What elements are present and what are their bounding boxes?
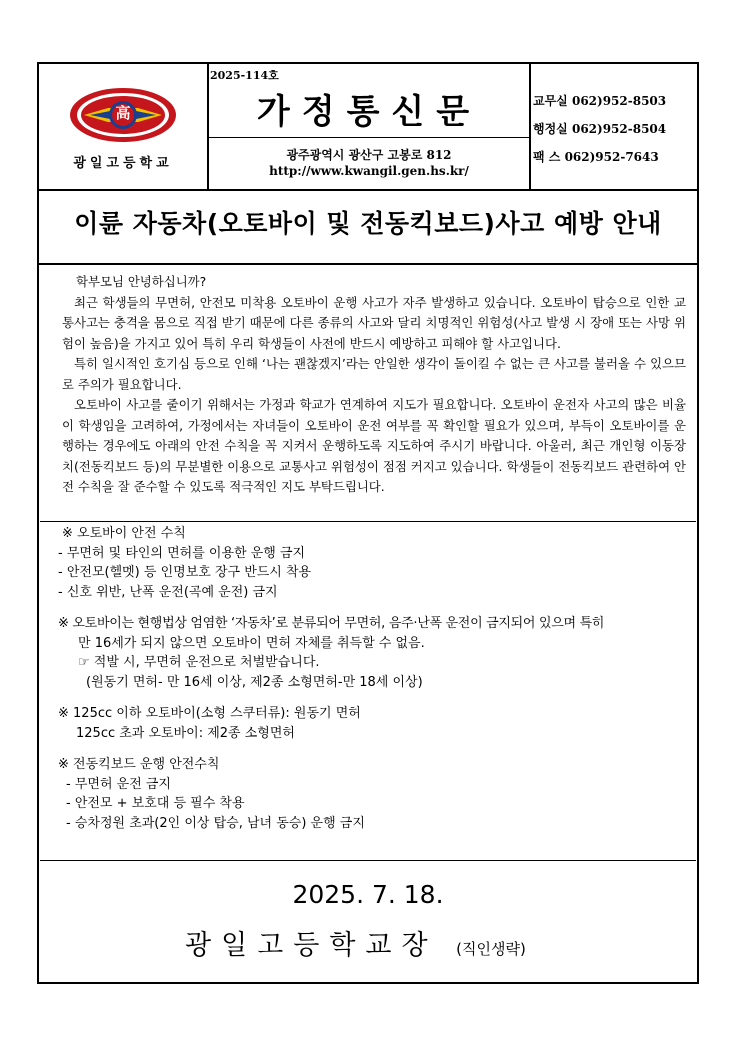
issue-number: 2025-114호 — [210, 69, 279, 82]
principal-signature — [185, 923, 526, 962]
contact-label: 교무실 — [533, 94, 568, 108]
contact-number: 062)952-7643 — [564, 150, 659, 164]
law-note-line: ※ 오토바이는 현행법상 엄염한 ‘자동차’로 분류되어 무면허, 음주·난폭 운전이 금지되어 있으며 특히 — [58, 616, 605, 631]
greeting: 학부모님 안녕하십니까? — [76, 274, 207, 289]
kickboard-rule-item: - 승차정원 초과(2인 이상 탑승, 남녀 동승) 운행 금지 — [66, 815, 365, 831]
kickboard-rule-item: - 안전모 + 보호대 등 필수 착용 — [66, 796, 245, 811]
kickboard-rule-item: - 무면허 운전 금지 — [66, 776, 171, 792]
cc-license-line: 125cc 초과 오토바이: 제2종 소형면허 — [76, 725, 295, 741]
website-link[interactable]: http://www.kwangil.gen.hs.kr/ — [269, 164, 469, 178]
kickboard-rules-title: ※ 전동킥보드 운행 안전수칙 — [58, 757, 220, 772]
body-paragraph-2: 특히 일시적인 호기심 등으로 인해 ‘나는 괜찮겠지’라는 안일한 생각이 돌이킬 수 없는 큰 사고를 불러올 수 있으므로 주의가 필요합니다. — [62, 356, 686, 392]
notice-body — [62, 272, 686, 498]
penalty-note: ☞ 적발 시, 무면허 운전으로 처벌받습니다. — [78, 655, 320, 670]
cc-license-line: ※ 125cc 이하 오토바이(소형 스쿠터류): 원동기 면허 — [58, 706, 361, 721]
contact-office — [533, 92, 666, 109]
rules-box-bottom — [40, 860, 696, 861]
seal-omitted-note: (직인생략) — [456, 940, 526, 958]
moto-rule-item: - 신호 위반, 난폭 운전(곡예 운전) 금지 — [58, 584, 278, 600]
school-emblem — [68, 84, 178, 144]
moto-rule-item: - 안전모(헬멧) 등 인명보호 장구 반드시 착용 — [58, 565, 312, 580]
moto-rules-title: ※ 오토바이 안전 수칙 — [62, 526, 186, 541]
body-paragraph-3: 오토바이 사고를 줄이기 위해서는 가정과 학교가 연계하여 지도가 필요합니다. 오토바이 운전자 사고의 많은 비율이 학생임을 고려하여, 가정에서는 자녀들이 오토바이 운전 여부를 꼭 확인할 필요가 있으며, 부득이 오토바이를 운행하는 경우에도 아래의 안전 수칙을 꼭 지켜서 운행하도록 지도하여 주시기 바랍니다. 아울러, 최근 개인형 이동장치(전동킥보드 등)의 무분별한 이용으로 교통사고 위험성이 점점 커지고 있습니다. 학생들이 전동킥보드 관련하여 안전 수칙을 잘 준수할 수 있도록 적극적인 지도 부탁드립니다. — [62, 397, 686, 494]
emblem-character: 高 — [115, 104, 131, 122]
school-name: 광일고등학교 — [73, 156, 173, 171]
contact-label: 팩 스 — [533, 150, 561, 164]
moto-rule-item: - 무면허 및 타인의 면허를 이용한 운행 금지 — [58, 545, 306, 561]
contact-number: 062)952-8504 — [571, 122, 667, 136]
notice-date: 2025. 7. 18. — [292, 880, 444, 909]
principal-title: 광일고등학교장 — [185, 930, 438, 961]
school-address — [210, 147, 528, 179]
body-paragraph-1: 최근 학생들의 무면허, 안전모 미착용 오토바이 운행 사고가 자주 발생하고 있습니다. 오토바이 탑승으로 인한 교통사고는 충격을 몸으로 직접 받기 때문에 다른 종류의 사고와 달리 치명적인 위험성(사고 발생 시 장애 또는 사망 위험이 높음)을 가지고 있어 특히 우리 학생들이 사전에 반드시 예방하고 피해야 할 사고입니다. — [62, 294, 686, 351]
contact-fax — [533, 148, 659, 165]
license-age-note: (원동기 면허- 만 16세 이상, 제2종 소형면허-만 18세 이상) — [86, 674, 423, 690]
header-col-divider-left — [207, 62, 209, 190]
headline-divider — [37, 263, 699, 265]
safety-rules — [58, 524, 688, 833]
header-divider — [37, 189, 699, 191]
title-divider — [208, 137, 530, 138]
header-col-divider-right — [529, 62, 531, 190]
law-note-line: 만 16세가 되지 않으면 오토바이 면허 자체를 취득할 수 없음. — [78, 635, 425, 651]
contact-number: 062)952-8503 — [571, 94, 667, 108]
newsletter-title: 가정통신문 — [256, 92, 482, 132]
contact-admin — [533, 120, 666, 137]
address-line: 광주광역시 광산구 고봉로 812 — [286, 148, 452, 162]
contact-label: 행정실 — [533, 122, 568, 136]
notice-headline: 이륜 자동차(오토바이 및 전동킥보드)사고 예방 안내 — [74, 209, 662, 238]
